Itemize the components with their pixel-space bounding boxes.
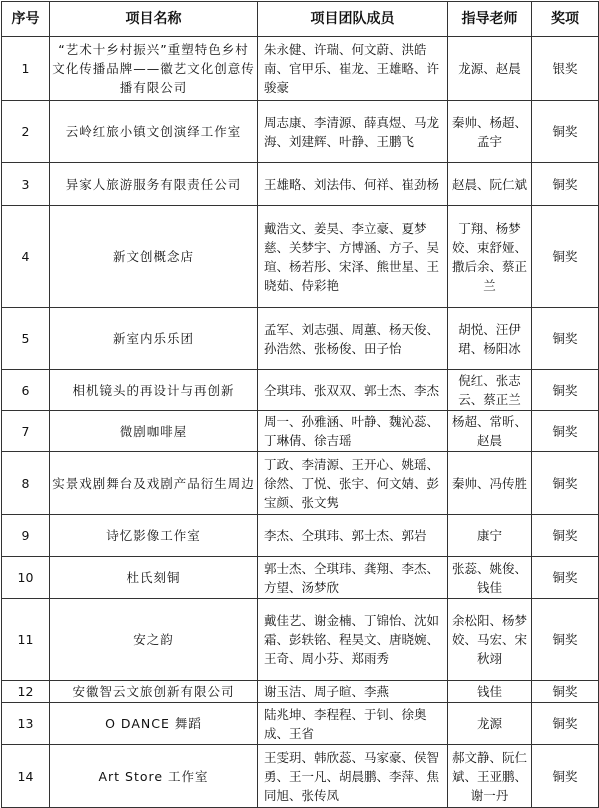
row-num: 2 [2,101,50,163]
row-award: 铜奖 [532,370,599,411]
row-members: 陆兆坤、李程程、于钊、徐奥成、王省 [258,703,448,745]
row-award: 铜奖 [532,599,599,681]
table-row [2,452,599,515]
table-row [2,599,599,681]
row-members: 周一、孙雅涵、叶静、魏沁蕊、丁琳倩、徐吉瑶 [258,411,448,452]
row-teachers: 张蕊、姚俊、钱佳 [448,557,532,599]
row-name: O DANCE 舞蹈 [50,703,258,745]
table-row [2,101,599,163]
header-name: 项目名称 [50,2,258,37]
header-members: 项目团队成员 [258,2,448,37]
row-award: 铜奖 [532,206,599,308]
table-row [2,37,599,101]
row-members: 丁政、李清源、王开心、姚瑶、徐然、丁悦、张宇、何文婧、彭宝颜、张文隽 [258,452,448,515]
row-teachers: 杨超、常昕、赵晨 [448,411,532,452]
row-name: “艺术十乡村振兴”重塑特色乡村文化传播品牌——徽艺文化创意传播有限公司 [50,37,258,101]
row-award: 铜奖 [532,557,599,599]
row-num: 4 [2,206,50,308]
row-award: 铜奖 [532,101,599,163]
row-num: 9 [2,515,50,557]
row-name: 云岭红旅小镇文创演绎工作室 [50,101,258,163]
row-members: 王雄略、刘法伟、何祥、崔劲杨 [258,163,448,206]
row-award: 铜奖 [532,163,599,206]
row-members: 周志康、李清源、薛真煜、马龙海、刘建辉、叶静、王鹏飞 [258,101,448,163]
row-teachers: 龙源 [448,703,532,745]
table-row [2,557,599,599]
row-teachers: 赵晨、阮仁斌 [448,163,532,206]
table-row [2,681,599,703]
row-name: 新文创概念店 [50,206,258,308]
row-members: 李杰、仝琪玮、郭士杰、郭岩 [258,515,448,557]
header-num: 序号 [2,2,50,37]
table-row [2,308,599,370]
row-teachers: 康宁 [448,515,532,557]
row-award: 铜奖 [532,452,599,515]
row-teachers: 胡悦、汪伊珺、杨阳冰 [448,308,532,370]
header-award: 奖项 [532,2,599,37]
row-num: 3 [2,163,50,206]
row-num: 10 [2,557,50,599]
row-teachers: 龙源、赵晨 [448,37,532,101]
row-num: 1 [2,37,50,101]
row-name: 诗忆影像工作室 [50,515,258,557]
table-row [2,163,599,206]
row-name: Art Store 工作室 [50,745,258,808]
row-members: 朱永健、许瑞、何文蔚、洪皓南、官甲乐、崔龙、王雄略、许骏豪 [258,37,448,101]
row-num: 8 [2,452,50,515]
row-teachers: 余松阳、杨梦姣、马宏、宋秋翊 [448,599,532,681]
row-name: 新室内乐乐团 [50,308,258,370]
table-row [2,745,599,808]
row-name: 异家人旅游服务有限责任公司 [50,163,258,206]
row-award: 铜奖 [532,703,599,745]
row-num: 5 [2,308,50,370]
row-name: 安之韵 [50,599,258,681]
row-num: 6 [2,370,50,411]
row-num: 13 [2,703,50,745]
table-row [2,206,599,308]
table-row [2,370,599,411]
table-row [2,703,599,745]
row-name: 实景戏剧舞台及戏剧产品衍生周边 [50,452,258,515]
row-members: 王雯玥、韩欣蕊、马家豪、侯智勇、王一凡、胡晨鹏、李萍、焦同旭、张传凤 [258,745,448,808]
row-members: 郭士杰、仝琪玮、龚翔、李杰、方望、汤梦欣 [258,557,448,599]
row-award: 铜奖 [532,515,599,557]
row-num: 7 [2,411,50,452]
row-members: 谢玉洁、周子暄、李燕 [258,681,448,703]
row-award: 银奖 [532,37,599,101]
row-name: 杜氏刻铜 [50,557,258,599]
row-teachers: 秦帅、杨超、孟宇 [448,101,532,163]
row-award: 铜奖 [532,745,599,808]
row-members: 仝琪玮、张双双、郭士杰、李杰 [258,370,448,411]
row-teachers: 丁翔、杨梦姣、束舒娅、撒后余、蔡正兰 [448,206,532,308]
table-row [2,515,599,557]
row-members: 戴佳艺、谢金楠、丁锦怡、沈如霜、彭轶铭、程昊文、唐晓婉、王奇、周小芬、郑雨秀 [258,599,448,681]
row-members: 戴浩文、姜昊、李立豪、夏梦慈、关梦宇、方博涵、方子、吴瑄、杨若彤、宋泽、熊世星、王晓茹、侍彩艳 [258,206,448,308]
row-teachers: 郝文静、阮仁斌、王亚鹏、谢一丹 [448,745,532,808]
row-teachers: 秦帅、冯传胜 [448,452,532,515]
row-teachers: 倪红、张志云、蔡正兰 [448,370,532,411]
row-num: 12 [2,681,50,703]
row-num: 14 [2,745,50,808]
table-row [2,411,599,452]
row-teachers: 钱佳 [448,681,532,703]
row-award: 铜奖 [532,681,599,703]
header-teachers: 指导老师 [448,2,532,37]
row-name: 安徽智云文旅创新有限公司 [50,681,258,703]
row-members: 孟军、刘志强、周蕙、杨天俊、孙浩然、张杨俊、田子怡 [258,308,448,370]
row-award: 铜奖 [532,411,599,452]
row-award: 铜奖 [532,308,599,370]
header-row [2,2,599,37]
row-name: 相机镜头的再设计与再创新 [50,370,258,411]
awards-table [1,1,599,808]
row-name: 微剧咖啡屋 [50,411,258,452]
row-num: 11 [2,599,50,681]
